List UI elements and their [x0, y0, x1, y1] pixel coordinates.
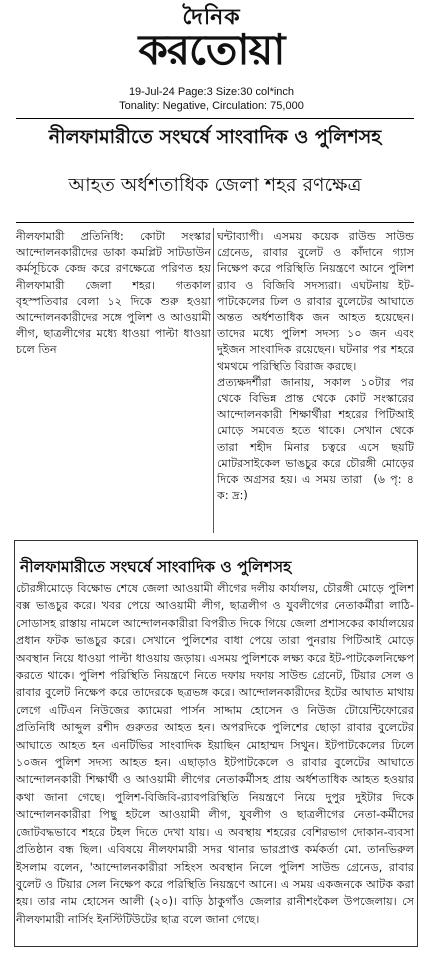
article1-headline-line-2: আহত অর্ধশতাধিক জেলা শহর রণক্ষেত্র [68, 174, 362, 196]
clipping-meta [0, 85, 423, 113]
article1-headline-line-1: নীলফামারীতে সংঘর্ষে সাংবাদিক ও পুলিশসহ [48, 126, 382, 148]
masthead-prefix: দৈনিক [182, 5, 241, 30]
article1-jump-line: (৬ পৃ: ৪ ক: দ্র:) [217, 473, 414, 503]
article1-column-right [217, 229, 414, 504]
article1-column-right-para-2 [217, 375, 414, 505]
clipping-meta-line-1: 19-Jul-24 Page:3 Size:30 col*inch [128, 86, 295, 98]
column-divider [213, 228, 214, 533]
masthead [0, 6, 423, 72]
article1-column-right-para-1: ঘন্টাব্যাপী। এসময় কয়েক রাউন্ড সাউন্ড গ্রেনেড, রাবার বুলেট ও কাঁদানে গ্যাস নিক্ষেপ করে পরিস্থিতি নিয়ন্ত্রণে আনে পুলিশ র‌্যাব ও বিজিবি সদস্যরা। এঘটনায় ইট-পাটকেলের ঢিল ও রাবার বুলেটের আঘাতে অন্তত অর্ধশতাধিক জন আহত হয়েছেন। তাদের মধ্যে পুলিশ সদস্য ১০ জন এবং দুইজন সাংবাদিক রয়েছেন। ঘটনার পর শহরে থমথমে পরিস্থিতি বিরাজ করছে। [217, 230, 414, 373]
article2-headline: নীলফামারীতে সংঘর্ষে সাংবাদিক ও পুলিশসহ [20, 558, 292, 576]
masthead-title: করতোয়া [138, 25, 285, 74]
article2-body: চৌরঙ্গীমোড়ে বিক্ষোভ শেষে জেলা আওয়ামী লীগের দলীয় কার্যালয়, চৌরঙ্গী মোড়ে পুলিশ বক্স ভাঙচুর করে। খবর পেয়ে আওয়ামী লীগ, ছাত্রলীগ ও যুবলীগের নেতাকর্মীরা লাঠি-সোডাসহ রাস্তায় নামলে আন্দোলনকারীরা বিপরীত দিকে গিয়ে জেলা প্রশাসকের কার্যালয়ের প্রধান ফটক ভাঙচুর করে। সেখানে পুলিশের বাধা পেয়ে তারা পুনরায় পিটিআই মোড়ে অবস্থান নিয়ে ধাওয়া পাল্টা ধাওয়ায় জড়ায়। এসময় পুলিশকে লক্ষ্য করে ইট-পাটকেলনিক্ষেপ করতে থাকে। পুলিশ পরিস্থিতি নিয়ন্ত্রণে নিতে দফায় দফায় সাউন্ড গ্রেনেট, টিয়ার সেল ও রাবার বুলেট নিক্ষেপ করে তাদেরকে ছত্রভঙ্গ করে। আন্দোলনকারীদের ইটের আঘাত মাথায় লেগে এটিএন নিউজের ক্যামেরা পার্সন সাদ্দাম হোসেন ও নিউজ টোয়েন্টিফোরের প্রতিনিধি আব্দুল রশীদ গুরুতর আহত হন। অপরদিকে পুলিশের ছোড়া রাবার বুলেটের আঘাতে আহত হন এনটিভির সাংবাদিক ইয়াছিন মোহাম্মদ সিথুন। ইটপাটকেলের ঢিলে ১০জন পুলিশ সদস্য আহত হন। এছাড়াও ইটপাটকেলে ও রাবার বুলেটের আঘাতে আন্দোলনকারী শিক্ষার্থী ও আওয়ামী লীগের নেতাকর্মীসহ প্রায় অর্ধশতাধিক আহত হওয়ার কথা জানা গেছে। পুলিশ-বিজিবি-র‌্যাবপরিস্থিতি নিয়ন্ত্রণে নিয়ে দুপুর দুইটার দিকে আন্দোলনকারীরা পিছু হটলে আওয়ামী লীগ, যুবলীগ ও ছাত্রলীগের নেতা-কর্মীদের জোটবদ্ধভাবে শহরে টহল দিতে দেখা যায়। এ অবস্থায় শহরের বেশিরভাগ দোকান-ব্যবসা প্রতিষ্ঠান বন্ধ ছিল। এবিষয়ে নীলফামারী সদর থানার ভারপ্রাপ্ত কর্মকর্তা মো. তানভিরুল ইসলাম বলেন, 'আন্দোলনকারীরা সহিংস অবস্থান নিলে পুলিশ সাউন্ড গ্রেনেড, রাবার বুলেট ও টিয়ার সেল নিক্ষেপ করে পরিস্থিতি নিয়ন্ত্রণে আনে। এ সময় একজনকে আটক করা হয়। তার নাম হোসেন আলী (২০)। বাড়ি ঠাকুগাঁও জেলার রানীশংকৈল উপজেলায়। সে নীলফামারী নার্সিং ইনস্টিটিউটের ছাত্র বলে জানা গেছে। [16, 582, 414, 926]
top-rule [16, 118, 414, 119]
article1-column-left-text: নীলফামারী প্রতিনিধি: কোটা সংস্কার আন্দোলনকারীদের ডাকা কমপ্লিট সাটডাউন কর্মসূচিকে কেন্দ্র করে রণক্ষেত্রে পরিণত হয় নীলফামারী জেলা শহর। গতকাল বৃহস্পতিবার বেলা ১২ দিকে শুরু হওয়া আন্দোলনকারীদের সঙ্গে পুলিশ ও আওয়ামী লীগ, ছাত্রলীগের মধ্যে ধাওয়া পাল্টা ধাওয়া চলে তিন [16, 230, 211, 357]
article1-column-right-para-2-text: প্রত্যক্ষদর্শীরা জানায়, সকাল ১০টার পর থেকে বিভিন্ন প্রান্ত থেকে কোট সংস্কারের আন্দোলনকারী শিক্ষার্থীরা শহরের পিটিআই মোড়ে সমবেত হতে থাকে। সেখান থেকে তারা শহীদ মিনার চত্বরে এসে ছয়টি মোটরসাইকেল ভাঙচুর করে চৌরঙ্গী মোড়ের দিকে অগ্রসর হয়। এ সময় তারা [217, 375, 414, 487]
clipping-meta-line-2: Tonality: Negative, Circulation: 75,000 [119, 100, 304, 112]
article1-column-left [16, 229, 211, 359]
headline-rule [16, 222, 414, 223]
